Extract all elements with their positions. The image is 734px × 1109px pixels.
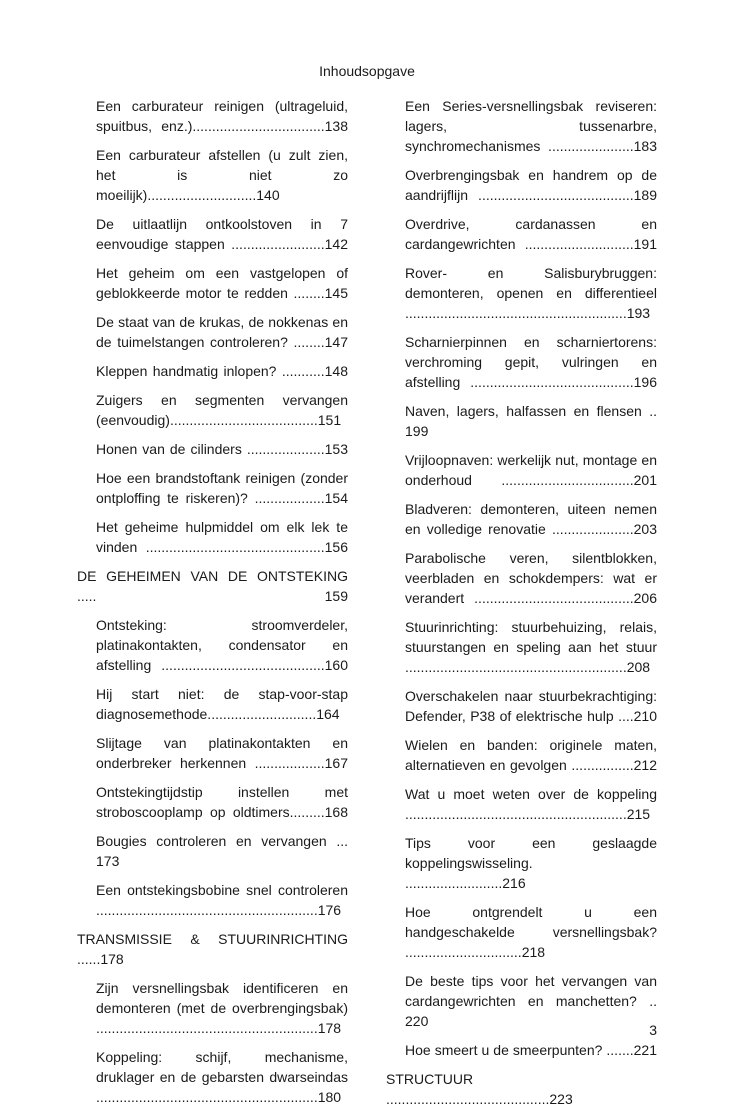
toc-entry: Naven, lagers, halfassen en flensen .. 199 [405,403,657,439]
toc-entry: Stuurinrichting: stuurbehuizing, relais, stuurstangen en speling aan het stuur .........................................................208 [405,619,657,675]
toc-entry: Het geheim om een vastgelopen of geblokkeerde motor te redden ........145 [96,265,348,301]
toc-entry: De uitlaatlijn ontkoolstoven in 7 eenvoudige stappen ........................142 [96,216,348,252]
toc-entry: Honen van de cilinders ....................153 [96,441,348,457]
toc-entry: Een Series-versnellingsbak reviseren: lagers, tussenarbre, synchromechanismes ......................183 [405,98,657,154]
toc-entry: Ontsteking: stroomverdeler, platinakontakten, condensator en afstelling ..........................................160 [96,617,348,673]
toc-entry: De beste tips voor het vervangen van cardangewrichten en manchetten? .. 220 [405,973,657,1029]
toc-section-heading: TRANSMISSIE & STUURINRICHTING ......178 [77,931,348,967]
toc-entry: Bougies controleren en vervangen ... 173 [96,833,348,869]
toc-entry: Koppeling: schijf, mechanisme, druklager en de gebarsten dwarseindas .........................................................180 [96,1049,348,1105]
toc-entry: Overbrengingsbak en handrem op de aandrijflijn ........................................189 [405,167,657,203]
toc-entry: Hoe smeert u de smeerpunten? .......221 [405,1042,657,1058]
toc-left-column [77,96,348,1107]
toc-entry: Vrijloopnaven: werkelijk nut, montage en onderhoud ..................................201 [405,452,657,488]
toc-entry: Zuigers en segmenten vervangen (eenvoudig)......................................151 [96,392,348,428]
toc-entry: Scharnierpinnen en scharniertorens: verchroming gepit, vulringen en afstelling ..........................................196 [405,334,657,390]
page-header: Inhoudsopgave [319,63,415,79]
toc-entry: Wielen en banden: originele maten, alternatieven en gevolgen ................212 [405,737,657,773]
toc-entry: Bladveren: demonteren, uiteen nemen en volledige renovatie .....................203 [405,501,657,537]
toc-entry: Een carburateur afstellen (u zult zien, het is niet zo moeilijk)............................140 [96,147,348,203]
toc-entry: Ontstekingtijdstip instellen met stroboscooplamp op oldtimers.........168 [96,784,348,820]
toc-entry: Hij start niet: de stap-voor-stap diagnosemethode............................164 [96,686,348,722]
toc-entry: Rover- en Salisburybruggen: demonteren, openen en differentieel .........................................................193 [405,265,657,321]
toc-entry: Een ontstekingsbobine snel controleren .........................................................176 [96,882,348,918]
toc-entry: Hoe een brandstoftank reinigen (zonder ontploffing te riskeren)? ..................154 [96,470,348,506]
page-number: 3 [649,1022,657,1038]
toc-right-column [386,96,657,1109]
toc-entry: Parabolische veren, silentblokken, veerbladen en schokdempers: wat er verandert .........................................206 [405,550,657,606]
toc-entry: De staat van de krukas, de nokkenas en de tuimelstangen controleren? ........147 [96,314,348,350]
toc-entry: Kleppen handmatig inlopen? ...........148 [96,363,348,379]
toc-entry: Tips voor een geslaagde koppelingswisseling. .........................216 [405,835,657,891]
toc-section-heading: DE GEHEIMEN VAN DE ONTSTEKING ..... 159 [77,568,348,604]
toc-entry: Een carburateur reinigen (ultrageluid, spuitbus, enz.)..................................138 [96,98,348,134]
toc-entry: Overdrive, cardanassen en cardangewrichten ............................191 [405,216,657,252]
toc-entry: Wat u moet weten over de koppeling .........................................................215 [405,786,657,822]
toc-entry: Overschakelen naar stuurbekrachtiging: Defender, P38 of elektrische hulp ....210 [405,688,657,724]
toc-entry: Zijn versnellingsbak identificeren en demonteren (met de overbrengingsbak) .........................................................178 [96,980,348,1036]
toc-entry: Slijtage van platinakontakten en onderbreker herkennen ..................167 [96,735,348,771]
toc-section-heading: STRUCTUUR ..........................................223 [386,1071,573,1107]
toc-entry: Het geheime hulpmiddel om elk lek te vinden ..............................................156 [96,519,348,555]
toc-entry: Hoe ontgrendelt u een handgeschakelde versnellingsbak? ..............................218 [405,904,657,960]
